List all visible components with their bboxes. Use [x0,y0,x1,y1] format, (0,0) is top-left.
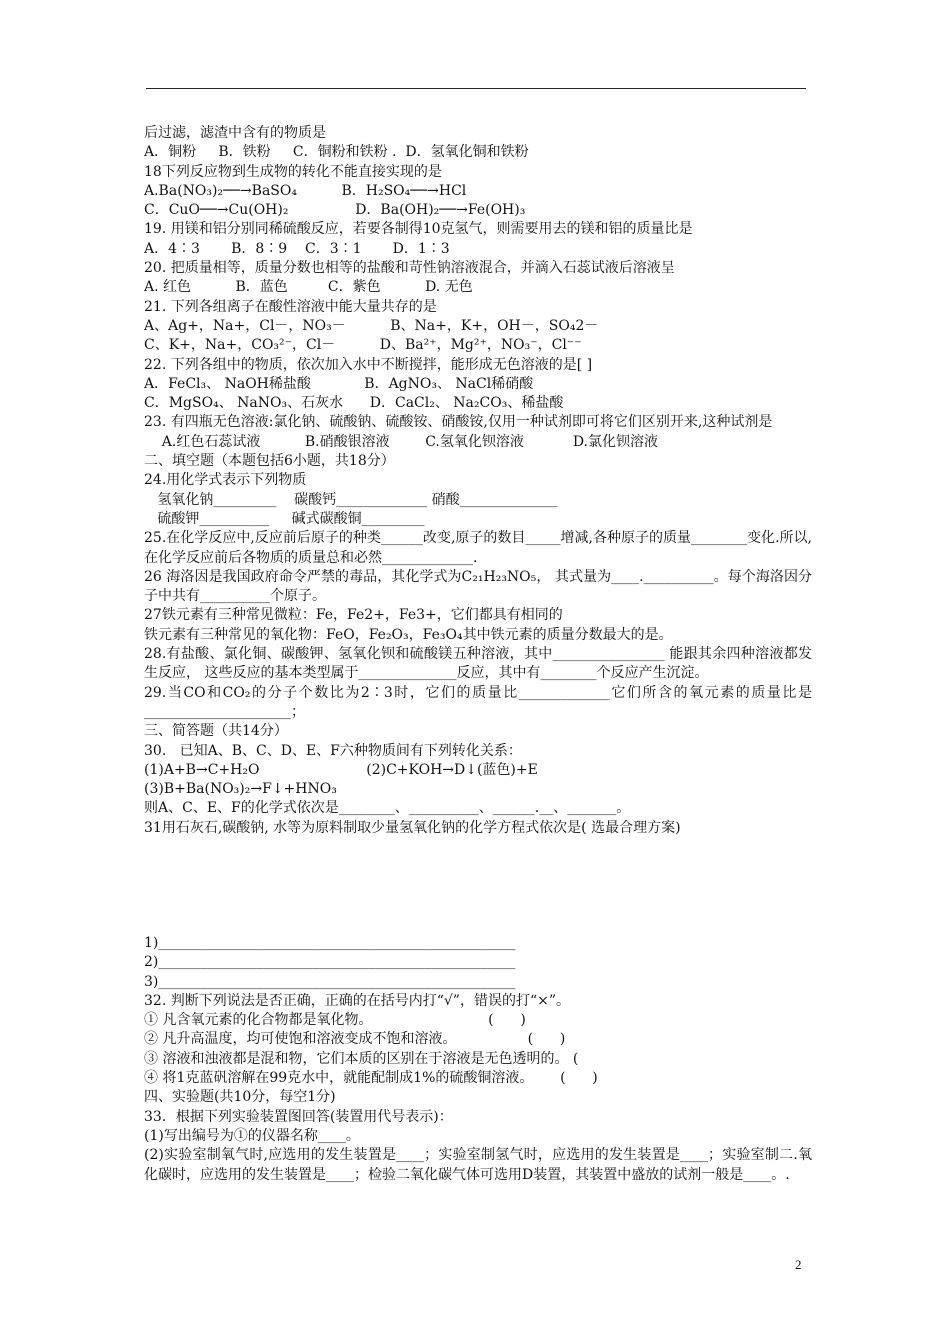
question-28: 28.有盐酸、氯化铜、碳酸钾、氢氧化钡和硫酸镁五种溶液，其中________________ 能跟其余四种溶液都发生反应， 这些反应的基本类型属于______________反应，其中有________个反应产生沉淀。 [144,646,812,682]
fill-blank-line: 则A、C、E、F的化学式依次是________、__________、______.__、_______。 [144,800,631,817]
reaction-line: (1)A+B→C+H₂O (2)C+KOH→D↓(蓝色)+E [144,761,538,778]
question-options: A.Ba(NO₃)₂──→BaSO₄ B．H₂SO₄──→HCl [144,182,467,199]
page-number: 2 [795,1257,802,1272]
question-19: 19. 用镁和铝分别同稀硫酸反应，若要各制得10克氢气，则需要用去的镁和铝的质量比是 [144,221,693,238]
question-20: 20. 把质量相等，质量分数也相等的盐酸和苛性钠溶液混合，并滴入石蕊试液后溶液呈 [144,260,675,277]
reaction-line: (3)B+Ba(NO₃)₂→F↓+HNO₃ [144,781,337,798]
question-options: A、Ag+，Na+，Cl－，NO₃－ B、Na+，K+，OH－，SO₄2－ [144,317,599,334]
judgement-item: ① 凡含氧元素的化合物都是氧化物。 ( ) [144,1012,526,1029]
question-27: 27铁元素有三种常见微粒：Fe，Fe2+，Fe3+，它们都具有相同的 [144,607,563,624]
judgement-item: ② 凡升高温度，均可使饱和溶液变成不饱和溶液。 ( ) [144,1031,566,1048]
question-options: A.红色石蕊试液 B.硝酸银溶液 C.氢氧化钡溶液 D.氯化钡溶液 [144,433,658,450]
answer-line: 3)___________________________________________________ [144,973,516,990]
question-32: 32. 判断下列说法是否正确，正确的在括号内打“√”，错误的打“×”。 [144,992,570,1009]
section-heading: 三、简答题（共14分） [144,723,288,740]
question-options: A．4∶3 B．8∶9 C．3∶1 D．1∶3 [144,240,450,257]
document-body [144,124,812,1185]
header-rule [146,88,806,89]
question-options: C、K+，Na+，CO₃²⁻，Cl－ D、Ba²⁺，Mg²⁺，NO₃⁻，Cl⁻⁻ [144,337,582,354]
question-options: A. 红色 B．蓝色 C．紫色 D. 无色 [144,279,473,296]
question-29: 29.当CO和CO₂的分子个数比为2∶3时，它们的质量比_____________它们所含的氧元素的质量比是_____________________； [144,684,812,720]
blank-space [144,838,812,934]
question-21: 21. 下列各组离子在酸性溶液中能大量共存的是 [144,298,437,315]
question-24: 24.用化学式表示下列物质 [144,472,307,489]
question-30: 30. 已知A、B、C、D、E、F六种物质间有下列转化关系： [144,742,522,759]
fill-blank-line: (1)写出编号为①的仪器名称____。 [144,1127,360,1144]
question-options: C．MgSO₄、 NaNO₃、石灰水 D．CaCl₂、 Na₂CO₃、稀盐酸 [144,395,564,412]
question-options: A．铜粉 B．铁粉 C．铜粉和铁粉 . D．氢氧化铜和铁粉 [144,144,529,161]
question-27-cont: 铁元素有三种常见的氧化物：FeO，Fe₂O₃，Fe₃O₄其中铁元素的质量分数最大的是。 [144,626,673,643]
question-23: 23. 有四瓶无色溶液:氯化钠、硫酸钠、硫酸铵、硝酸铵,仅用一种试剂即可将它们区别开来,这种试剂是 [144,414,773,431]
judgement-item: ④ 将1克蓝矾溶解在99克水中，就能配制成1%的硫酸铜溶液。 ( ) [144,1070,598,1087]
text-line: 后过滤，滤渣中含有的物质是 [144,125,326,141]
question-options: C．CuO──→Cu(OH)₂ D．Ba(OH)₂──→Fe(OH)₃ [144,202,526,219]
question-options: A．FeCl₃、 NaOH稀盐酸 B．AgNO₃、 NaCl稀硝酸 [144,375,534,392]
question-26: 26 海洛因是我国政府命令严禁的毒品，其化学式为C₂₁H₂₃NO₅， 其式量为____.__________。每个海洛因分子中共有__________个原子。 [144,568,812,605]
question-31: 31用石灰石,碳酸钠, 水等为原料制取少量氢氧化钠的化学方程式依次是( 选最合理方案) [144,819,681,836]
section-heading: 四、实验题(共10分，每空1分) [144,1089,336,1106]
question-33: 33．根据下列实验装置图回答(装置用代号表示)： [144,1108,453,1125]
fill-blank-line: (2)实验室制氧气时,应选用的发生装置是____；实验室制氢气时，应选用的发生装置是____；实验室制二.氧化碳时，应选用的发生装置是____；检验二氧化碳气体可选用D装置，其装置中盛放的试剂一般是____。. [144,1147,812,1183]
judgement-item: ③ 溶液和浊液都是混和物，它们本质的区别在于溶液是无色透明的。 ( [144,1050,579,1067]
answer-line: 1)___________________________________________________ [144,934,516,951]
question-18: 18下列反应物到生成物的转化不能直接实现的是 [144,163,442,180]
fill-blank-line: 氢氧化钠_________ 碳酸钙_____________ 硝酸______________ [144,491,558,508]
fill-blank-line: 硫酸钾__________ 碱式碳酸铜_________ [144,510,425,527]
question-25: 25.在化学反应中,反应前后原子的种类______改变,原子的数目_____增减,各种原子的质量________变化.所以,在化学反应前后各物质的质量总和必然_____________. [144,530,812,566]
question-22: 22. 下列各组中的物质，依次加入水中不断搅拌，能形成无色溶液的是[ ] [144,356,593,373]
section-heading: 二、填空题（本题包括6小题，共18分） [144,453,395,470]
answer-line: 2)___________________________________________________ [144,954,516,971]
